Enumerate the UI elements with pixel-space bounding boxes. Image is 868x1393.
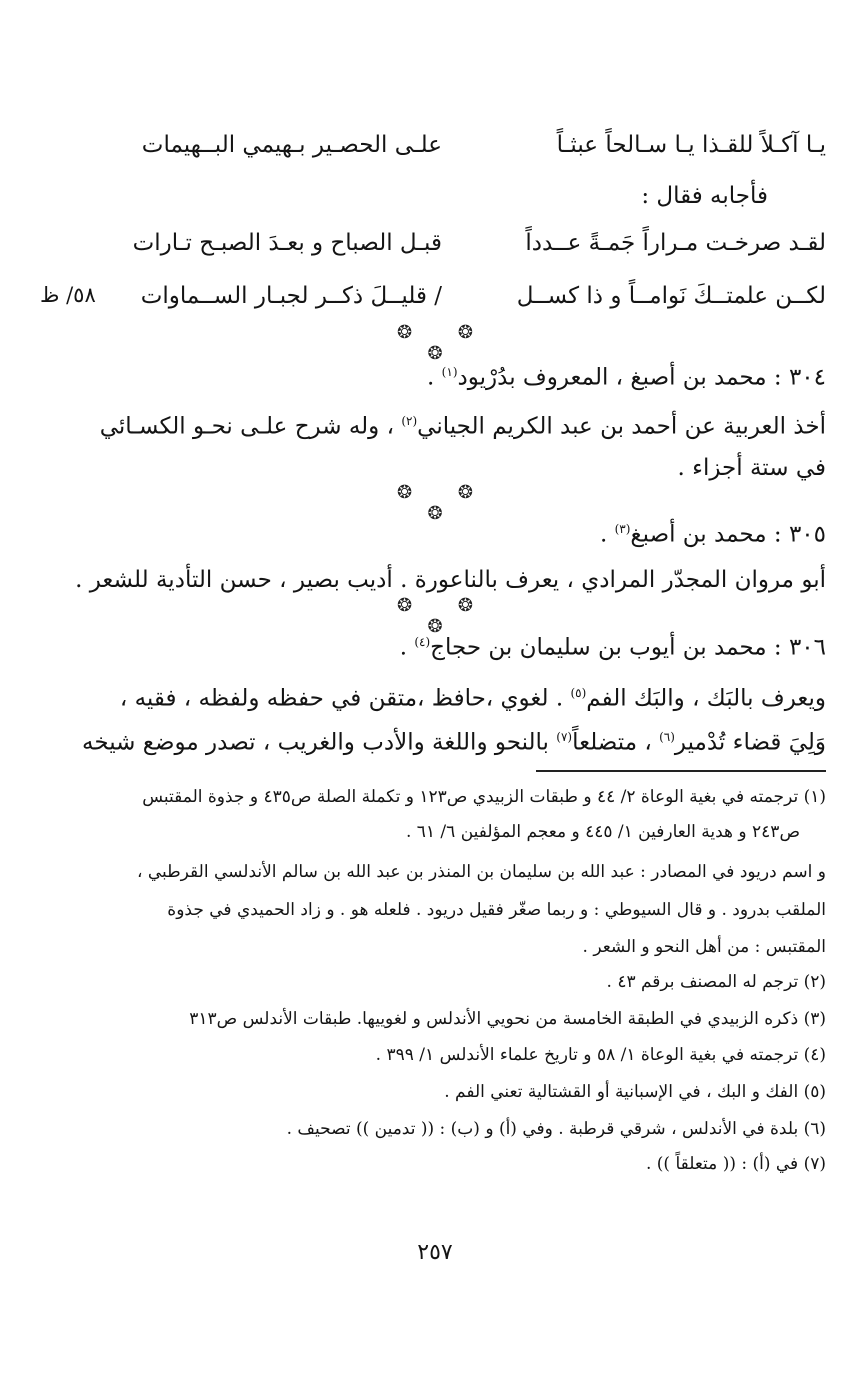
poem-line-1-right: يـا آكـلاً للقـذا يـا سـالحاً عبثـاً <box>556 132 826 158</box>
entry-305-end: . <box>599 521 615 548</box>
entry-306-body-line-2 <box>82 722 826 758</box>
entry-304-body-line-1 <box>100 406 826 442</box>
footnote-line: (٧) في (أ) : (( متعلقاً )) . <box>645 1154 826 1174</box>
footnote-ref-2[interactable]: (٢) <box>401 414 418 428</box>
poem-line-1-left: علـى الحصـير بـهيمي البــهيمات <box>141 132 442 158</box>
entry-304-body-line-2: في ستة أجزاء . <box>677 455 826 481</box>
entry-305-heading <box>600 514 826 550</box>
entry-306-text-c: وَلِيَ قضاء تُدْمير <box>674 729 826 756</box>
reply-text: فأجابه فقال : <box>641 183 768 209</box>
footnote-line: (١) ترجمته في بغية الوعاة ٢/ ٤٤ و طبقات الزبيدي ص١٢٣ و تكملة الصلة ص٤٣٥ و جذوة المقتبس <box>142 787 826 807</box>
footnote-ref-1[interactable]: (١) <box>441 365 458 379</box>
entry-304-heading <box>427 357 826 393</box>
footnote-ref-6[interactable]: (٦) <box>659 730 675 744</box>
entry-306-text-b: . لغوي ،حافظ ،متقن في حفظه ولفظه ، فقيه ، <box>119 685 571 712</box>
page-number: ٢٥٧ <box>417 1240 453 1265</box>
footnote-ref-3[interactable]: (٣) <box>614 522 631 536</box>
entry-306-text-a: ويعرف بالبَك ، والبَك الفم <box>586 685 826 712</box>
section-separator: ❂ ❂ ❂ <box>397 595 493 637</box>
manuscript-folio-marker: ٥٨/ ظ <box>40 283 96 307</box>
poem-line-2-right: لقـد صرخـت مـراراً جَمـةً عــدداً <box>525 230 826 256</box>
entry-304-title: ٣٠٤ : محمد بن أصبغ ، المعروف بدُرْيود <box>457 364 826 391</box>
footnote-line: الملقب بدرود . و قال السيوطي : و ربما صغّر فقيل دريود . فلعله هو . و زاد الحميدي في جذوة <box>167 900 826 920</box>
poem-line-3-right: لكــن علمتــكَ نَوامــاً و ذا كســل <box>516 283 826 309</box>
entry-306-text-e: بالنحو واللغة والأدب والغريب ، تصدر موضع شيخه <box>82 729 557 756</box>
entry-304-text-b: ، وله شرح علـى نحـو الكسـائي <box>99 413 402 440</box>
footnote-line: و اسم دريود في المصادر : عبد الله بن سليمان بن المنذر بن عبد الله بن سالم الأندلسي القرطبي ، <box>136 862 826 882</box>
footnote-line: (٤) ترجمته في بغية الوعاة ١/ ٥٨ و تاريخ علماء الأندلس ١/ ٣٩٩ . <box>375 1045 826 1065</box>
entry-305-title: ٣٠٥ : محمد بن أصبغ <box>630 521 826 548</box>
section-separator: ❂ ❂ ❂ <box>397 322 493 364</box>
footnote-line: المقتبس : من أهل النحو و الشعر . <box>582 937 826 957</box>
entry-304-end: . <box>427 364 442 391</box>
footnote-line: (٥) الفك و البك ، في الإسبانية أو القشتالية تعني الفم . <box>444 1082 826 1102</box>
poem-line-2-left: قبـل الصباح و بعـدَ الصبـح تـارات <box>132 230 442 256</box>
entry-306-heading <box>400 627 826 663</box>
footnote-ref-5[interactable]: (٥) <box>570 686 587 700</box>
entry-306-body-line-1 <box>120 678 826 714</box>
footnote-line: (٦) بلدة في الأندلس ، شرقي قرطبة . وفي (أ) و (ب) : (( تدمين )) تصحيف . <box>286 1119 826 1139</box>
footnote-ref-4[interactable]: (٤) <box>414 635 431 649</box>
entry-304-text-a: أخذ العربية عن أحمد بن عبد الكريم الجياني <box>417 413 826 440</box>
poem-line-3-left: / قليــلَ ذكــر لجبـار الســماوات <box>140 283 442 309</box>
entry-306-text-d: ، متضلعاً <box>572 729 660 756</box>
entry-305-body-line-1: أبو مروان المجدّر المرادي ، يعرف بالناعورة . أديب بصير ، حسن التأدية للشعر . <box>75 567 826 593</box>
section-separator: ❂ ❂ ❂ <box>397 482 493 524</box>
entry-306-end: . <box>399 634 415 661</box>
footnote-line: (٢) ترجم له المصنف برقم ٤٣ . <box>606 972 826 992</box>
footnote-divider <box>536 770 826 772</box>
footnote-line: (٣) ذكره الزبيدي في الطبقة الخامسة من نحويي الأندلس و لغوييها. طبقات الأندلس ص٣١٣ <box>189 1009 826 1029</box>
footnote-line: ص٢٤٣ و هدية العارفين ١/ ٤٤٥ و معجم المؤلفين ٦/ ٦١ . <box>405 822 800 842</box>
entry-306-title: ٣٠٦ : محمد بن أيوب بن سليمان بن حجاج <box>430 634 826 661</box>
footnote-ref-7[interactable]: (٧) <box>556 730 573 744</box>
